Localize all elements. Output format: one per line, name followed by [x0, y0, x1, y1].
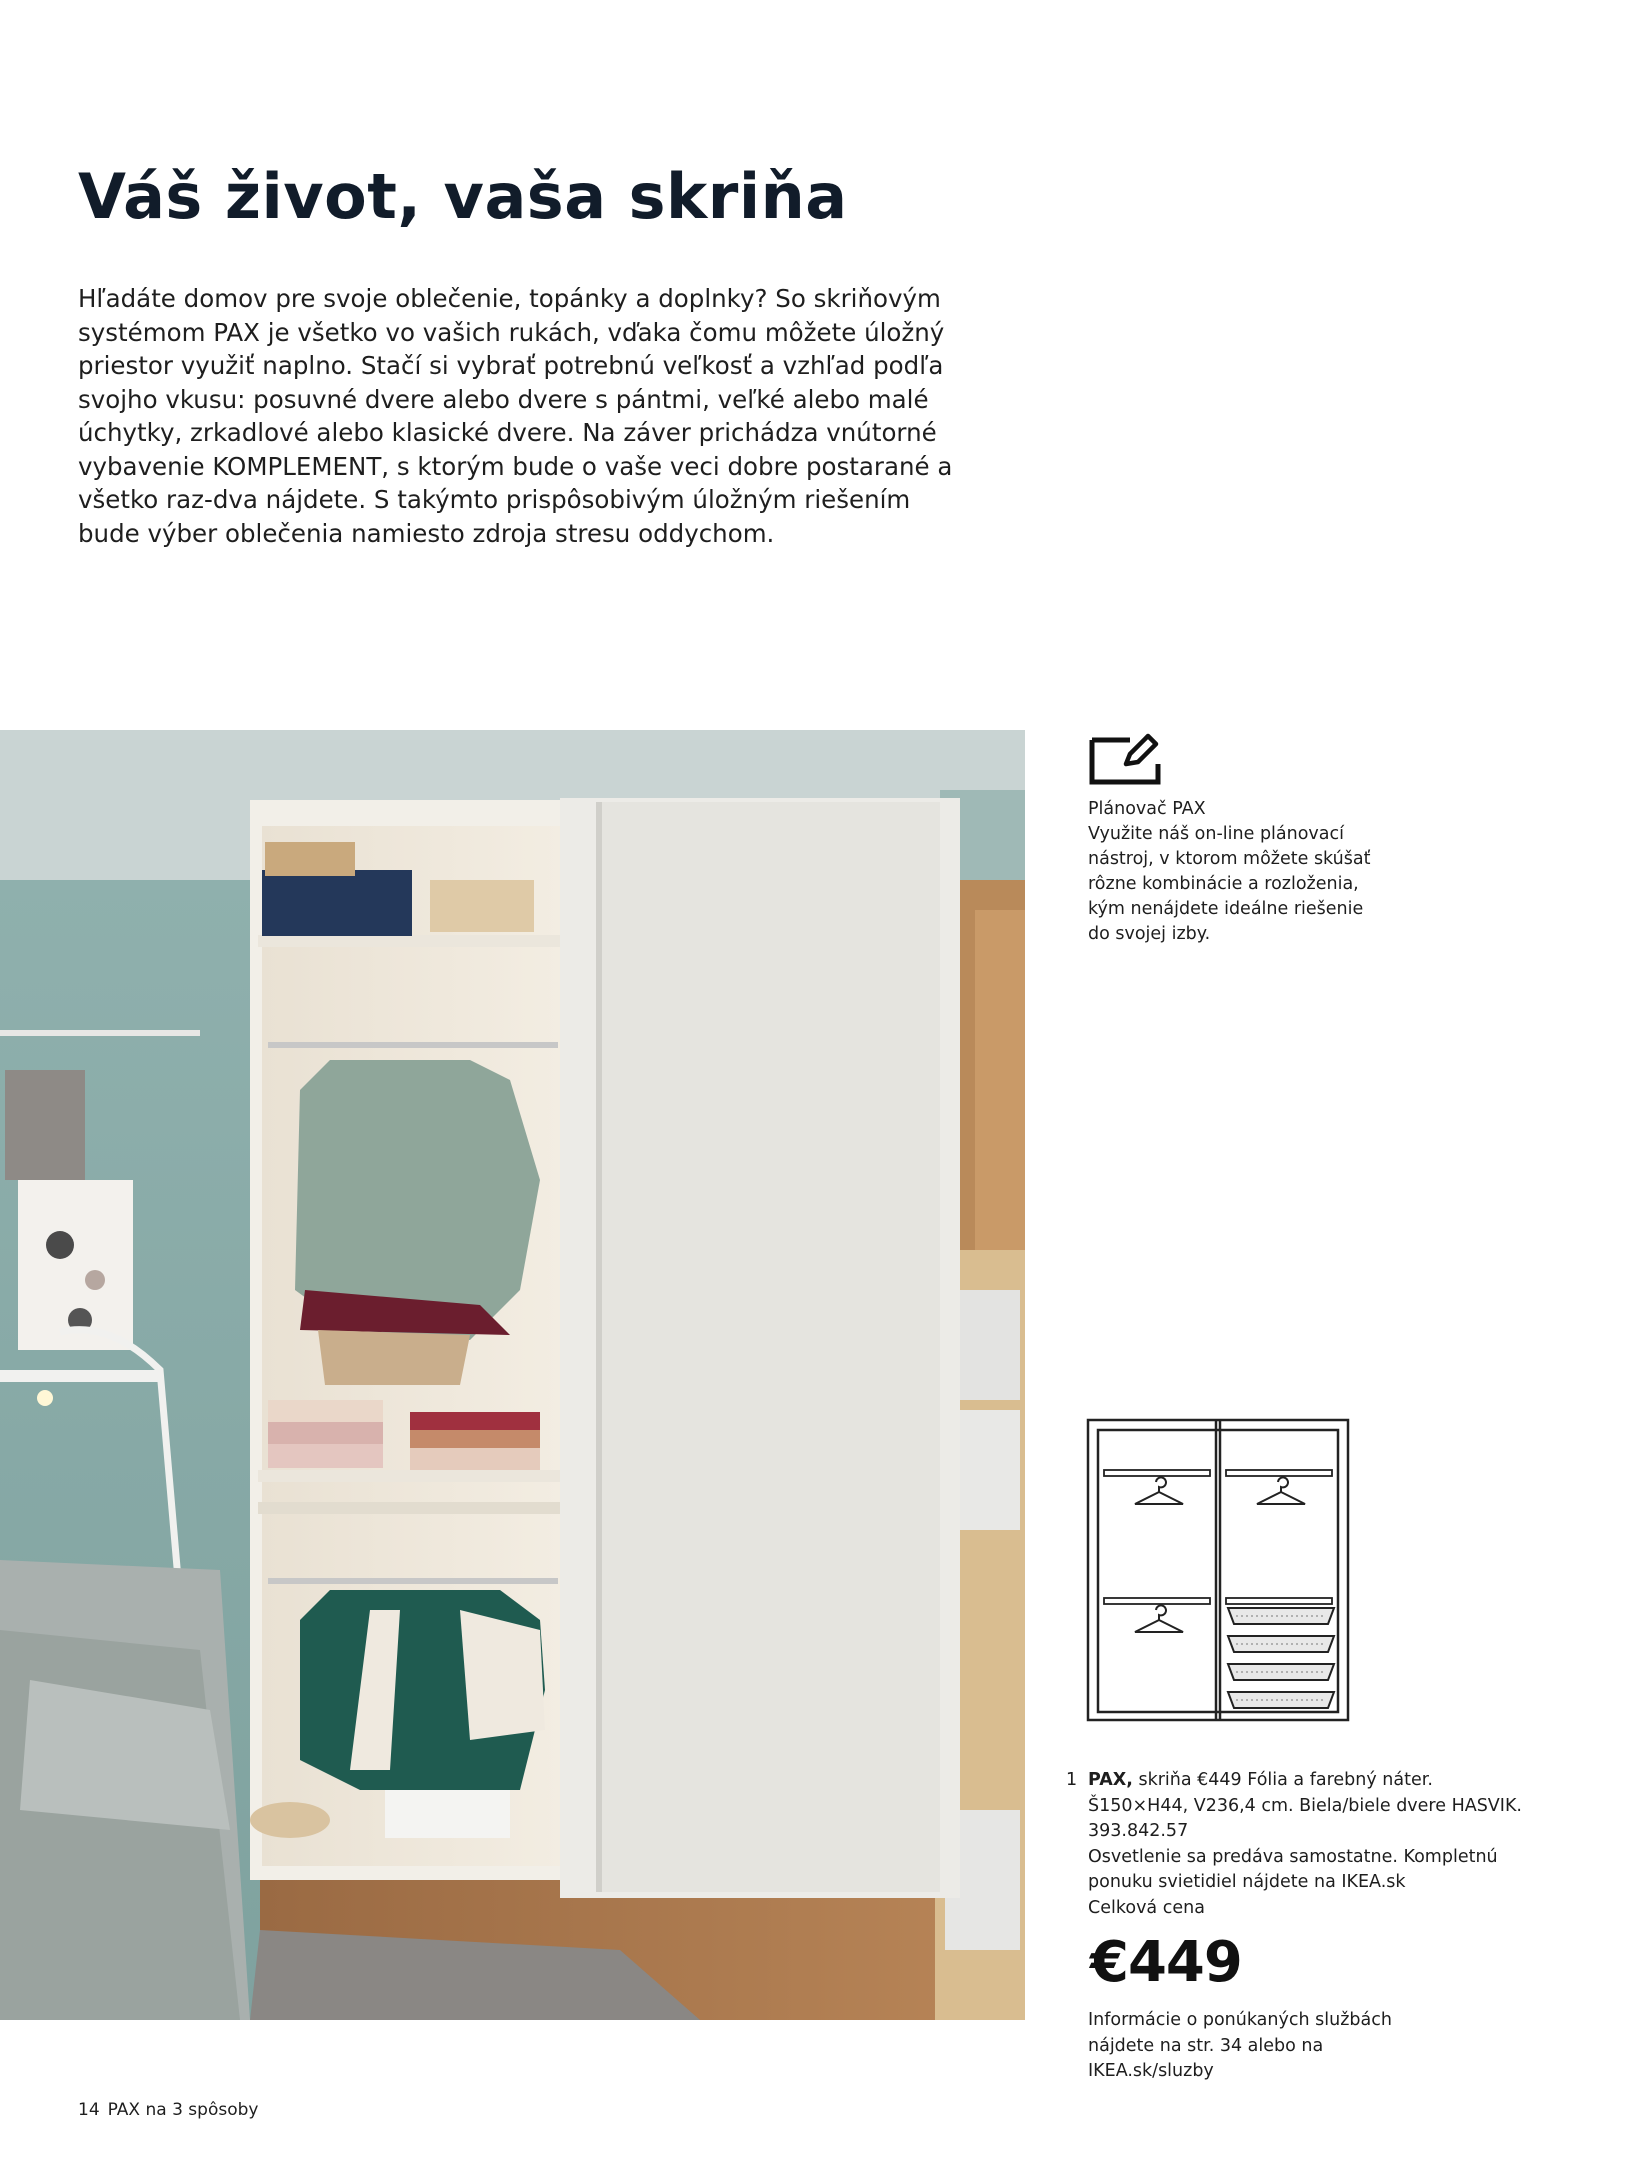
product-info — [1066, 1768, 1526, 1921]
product-details: skriňa €449 Fólia a farebný náter. Š150×H44, V236,4 cm. Biela/biele dvere HASVIK. 393.842.57 — [1088, 1770, 1522, 1841]
product-description — [1088, 1768, 1526, 1845]
product-note: Osvetlenie sa predáva samostatne. Kompletnú ponuku svietidiel nájdete na IKEA.sk — [1088, 1846, 1498, 1892]
planner-icon — [1088, 730, 1164, 788]
total-price-label: Celková cena — [1088, 1897, 1205, 1918]
planner-info — [1088, 797, 1388, 947]
page-footer — [78, 2100, 266, 2120]
bedroom-wardrobe-photo — [0, 730, 1025, 2020]
intro-paragraph: Hľadáte domov pre svoje oblečenie, topánky a doplnky? So skriňovým systémom PAX je všetko vo vašich rukách, vďaka čomu môžete úložný priestor využiť naplno. Stačí si vybrať potrebnú veľkosť a vzhľad podľa svojho vkusu: posuvné dvere alebo dvere s pántmi, veľké alebo malé úchytky, zrkadlové alebo klasické dvere. Na záver prichádza vnútorné vybavenie KOMPLEMENT, s ktorým bude o vaše veci dobre postarané a všetko raz-dva nájdete. S takýmto prispôsobivým úložným riešením bude výber oblečenia namiesto zdroja stresu oddychom. — [78, 284, 953, 548]
planner-heading: Plánovač PAX — [1088, 799, 1206, 819]
section-name: PAX na 3 spôsoby — [107, 2100, 259, 2120]
product-price: €449 — [1090, 1930, 1242, 1995]
services-info: Informácie o ponúkaných službách nájdete na str. 34 alebo na IKEA.sk/sluzby — [1088, 2010, 1392, 2081]
planner-description: Využite náš on-line plánovací nástroj, v ktorom môžete skúšať rôzne kombinácie a rozloženia, kým nenájdete ideálne riešenie do svojej izby. — [1088, 824, 1371, 944]
product-name: PAX, — [1088, 1770, 1133, 1790]
product-number: 1 — [1066, 1770, 1078, 1790]
page-title: Váš život, vaša skriňa — [78, 160, 848, 233]
page-number: 14 — [78, 2100, 100, 2120]
wardrobe-layout-diagram — [1086, 1418, 1350, 1724]
